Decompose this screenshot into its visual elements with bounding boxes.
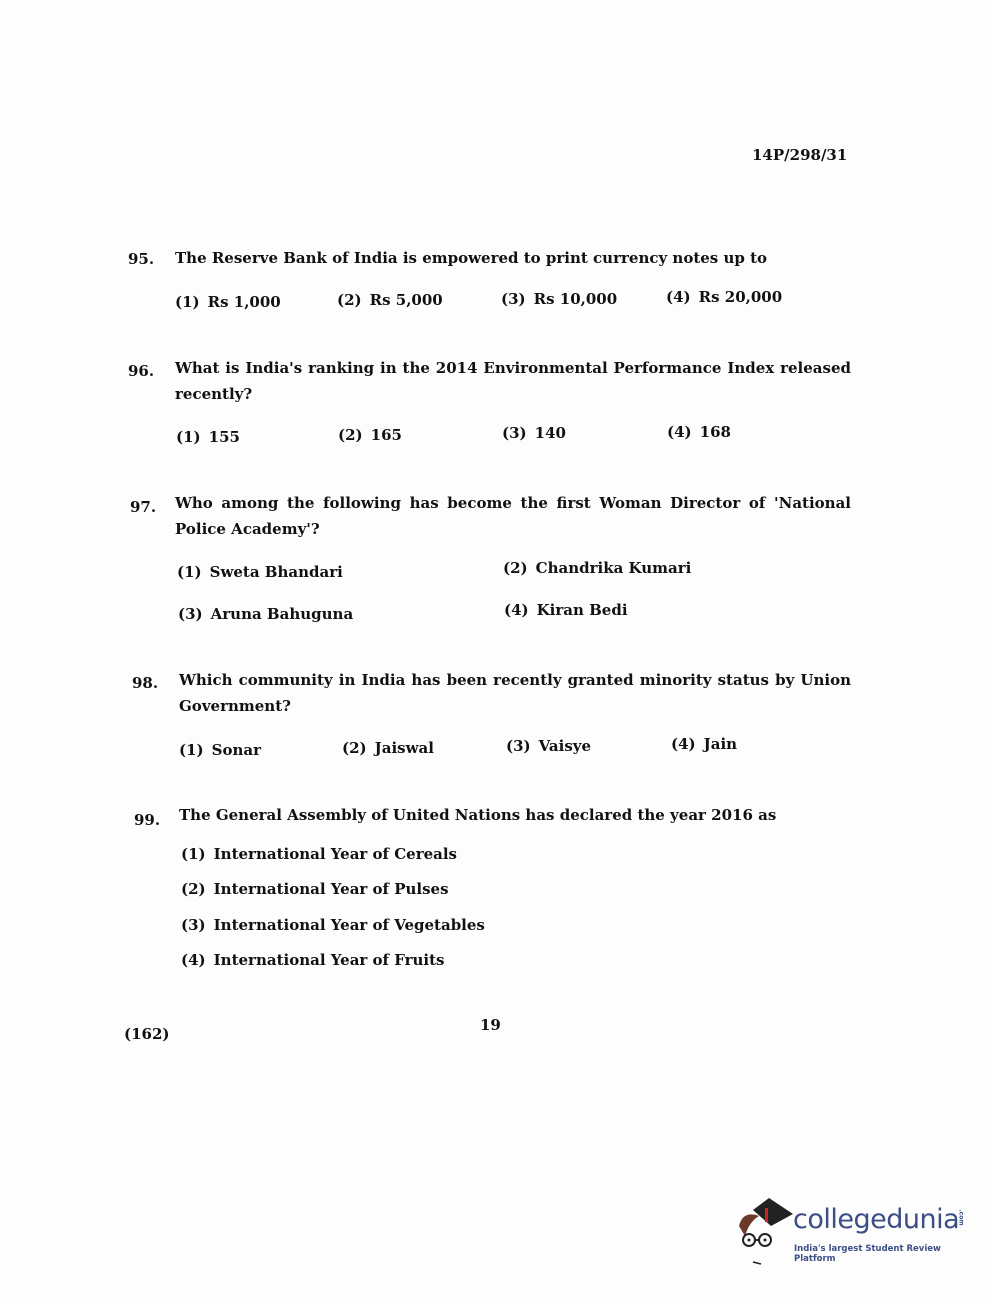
question-number: 95. [128,250,155,268]
brand-suffix: .com [957,1209,965,1226]
option-1: (1) International Year of Cereals [181,845,458,863]
option-3: (3) Rs 10,000 [501,290,618,308]
brand-name: collegedunia [793,1204,960,1235]
option-3: (3) Aruna Bahuguna [178,605,354,623]
option-2: (2) International Year of Pulses [181,880,449,898]
collegedunia-watermark [735,1196,965,1266]
question-number: 98. [132,674,159,692]
option-1: (1) Sweta Bhandari [177,563,343,581]
question-text: Which community in India has been recently granted minority status by Union Government? [179,671,851,715]
question-text: What is India's ranking in the 2014 Environmental Performance Index released recently? [175,359,851,403]
question-number: 97. [130,498,157,516]
option-3: (3) Vaisye [506,737,592,755]
option-4: (4) Rs 20,000 [666,288,783,306]
mascot-logo-icon [735,1196,795,1266]
option-4: (4) Kiran Bedi [504,601,628,619]
option-1: (1) Sonar [179,741,262,759]
option-2: (2) Chandrika Kumari [503,559,692,577]
question-text: The Reserve Bank of India is empowered to print currency notes up to [175,249,768,267]
question-text: Who among the following has become the first Woman Director of 'National Police Academy'? [175,494,851,538]
question-number: 99. [134,811,161,829]
page-number: 19 [480,1016,501,1034]
option-1: (1) 155 [176,428,240,446]
brand-tagline: India's largest Student Review Platform [794,1244,941,1264]
question-number: 96. [128,362,155,380]
option-4: (4) Jain [671,735,738,753]
option-2: (2) Rs 5,000 [337,291,443,309]
option-4: (4) International Year of Fruits [181,951,445,969]
option-4: (4) 168 [667,423,731,441]
option-2: (2) Jaiswal [342,739,434,757]
paper-code: 14P/298/31 [752,146,848,164]
option-1: (1) Rs 1,000 [175,293,281,311]
option-3: (3) International Year of Vegetables [181,916,485,934]
footer-code: (162) [124,1025,170,1043]
option-3: (3) 140 [502,424,566,442]
option-2: (2) 165 [338,426,402,444]
question-text: The General Assembly of United Nations has declared the year 2016 as [179,806,777,824]
